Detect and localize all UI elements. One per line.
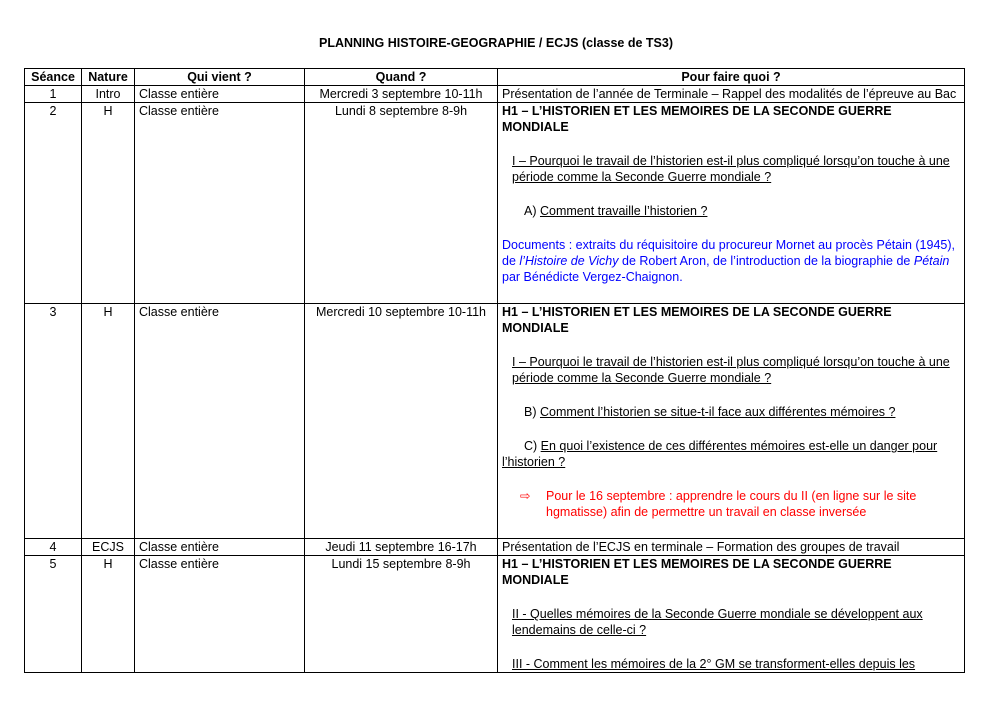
sub-prefix: B) <box>524 405 540 419</box>
cell-nature: H <box>82 556 135 673</box>
cell-quand: Lundi 15 septembre 8-9h <box>305 556 498 673</box>
question-heading: III - Comment les mémoires de la 2° GM se transforment-elles depuis les <box>512 657 916 671</box>
docs-text: de Robert Aron, de l’introduction de la biographie de <box>618 254 914 268</box>
cell-pourquoi: Présentation de l’année de Terminale – Rappel des modalités de l’épreuve au Bac <box>498 86 965 103</box>
cell-nature: ECJS <box>82 539 135 556</box>
cell-seance: 3 <box>25 304 82 539</box>
docs-title-italic: Pétain <box>913 254 950 268</box>
table-row <box>25 304 965 539</box>
header-seance: Séance <box>25 69 82 86</box>
document-title: PLANNING HISTOIRE-GEOGRAPHIE / ECJS (classe de TS3) <box>318 36 674 50</box>
header-pourquoi: Pour faire quoi ? <box>498 69 965 86</box>
arrow-icon: ⇨ <box>520 489 531 503</box>
question-heading: II - Quelles mémoires de la Seconde Guerre mondiale se développent aux lendemains de celle-ci ? <box>512 607 923 637</box>
cell-qui: Classe entière <box>135 86 305 103</box>
table-row <box>25 86 965 103</box>
table-row <box>25 103 965 304</box>
cell-nature: H <box>82 103 135 304</box>
question-heading: I – Pourquoi le travail de l’historien est-il plus compliqué lorsqu’on touche à une période comme la Seconde Guerre mondiale ? <box>512 355 950 385</box>
cell-qui: Classe entière <box>135 539 305 556</box>
sub-prefix: C) <box>524 439 541 453</box>
sub-prefix: A) <box>524 204 540 218</box>
header-nature: Nature <box>82 69 135 86</box>
cell-seance: 4 <box>25 539 82 556</box>
table-header-row <box>25 69 965 86</box>
cell-seance: 5 <box>25 556 82 673</box>
planning-table <box>24 68 965 673</box>
cell-nature: Intro <box>82 86 135 103</box>
cell-seance: 1 <box>25 86 82 103</box>
cell-qui: Classe entière <box>135 304 305 539</box>
chapter-heading: H1 – L’HISTORIEN ET LES MEMOIRES DE LA SECONDE GUERRE MONDIALE <box>502 104 892 134</box>
sub-question: En quoi l’existence de ces différentes mémoires est-elle un danger pour l’historien ? <box>502 439 938 469</box>
documents-note <box>502 237 960 285</box>
cell-pourquoi <box>498 556 965 673</box>
cell-pourquoi: Présentation de l’ECJS en terminale – Formation des groupes de travail <box>498 539 965 556</box>
homework-note <box>502 488 960 520</box>
docs-title-italic: l’Histoire de Vichy <box>519 254 619 268</box>
header-qui: Qui vient ? <box>135 69 305 86</box>
cell-pourquoi <box>498 304 965 539</box>
docs-text: Documents : extraits du réquisitoire du procureur Mornet au procès Pétain (1945), de <box>502 238 956 268</box>
table-row <box>25 556 965 673</box>
docs-text: par Bénédicte Vergez-Chaignon. <box>502 270 683 284</box>
sub-question: Comment travaille l’historien ? <box>539 204 708 218</box>
chapter-heading: H1 – L’HISTORIEN ET LES MEMOIRES DE LA SECONDE GUERRE MONDIALE <box>502 557 892 587</box>
cell-seance: 2 <box>25 103 82 304</box>
cell-quand: Jeudi 11 septembre 16-17h <box>305 539 498 556</box>
cell-qui: Classe entière <box>135 556 305 673</box>
header-quand: Quand ? <box>305 69 498 86</box>
cell-pourquoi <box>498 103 965 304</box>
cell-qui: Classe entière <box>135 103 305 304</box>
sub-question: Comment l’historien se situe-t-il face aux différentes mémoires ? <box>539 405 896 419</box>
cell-quand: Mercredi 3 septembre 10-11h <box>305 86 498 103</box>
cell-nature: H <box>82 304 135 539</box>
cell-quand: Lundi 8 septembre 8-9h <box>305 103 498 304</box>
homework-text: Pour le 16 septembre : apprendre le cours du II (en ligne sur le site hgmatisse) afin de permettre un travail en classe inversée <box>546 489 917 519</box>
chapter-heading: H1 – L’HISTORIEN ET LES MEMOIRES DE LA SECONDE GUERRE MONDIALE <box>502 305 892 335</box>
question-heading: I – Pourquoi le travail de l’historien est-il plus compliqué lorsqu’on touche à une période comme la Seconde Guerre mondiale ? <box>512 154 950 184</box>
table-row <box>25 539 965 556</box>
cell-quand: Mercredi 10 septembre 10-11h <box>305 304 498 539</box>
